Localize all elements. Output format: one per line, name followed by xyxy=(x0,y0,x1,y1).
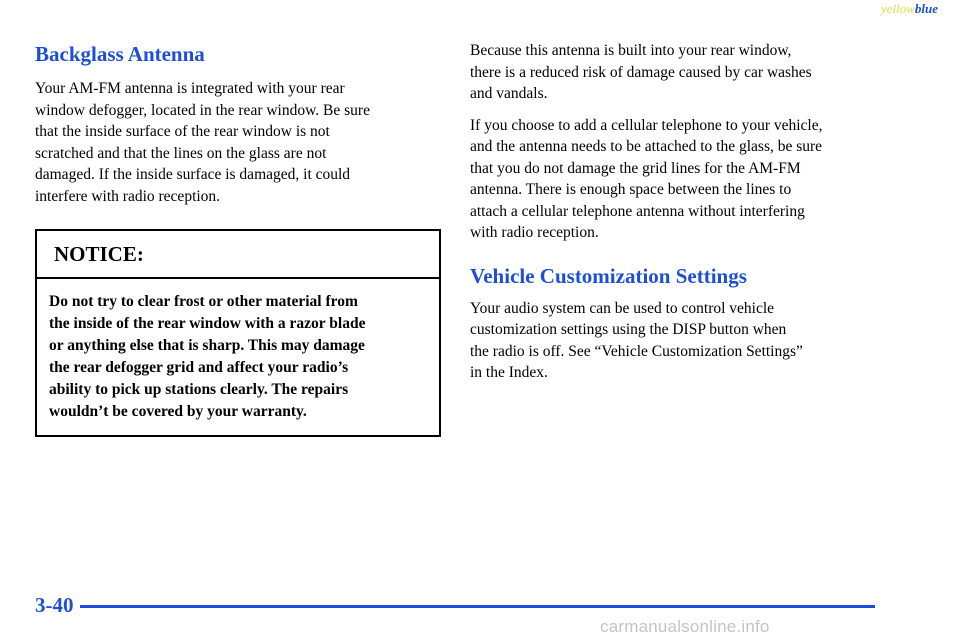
footer-rule xyxy=(80,605,875,608)
notice-box xyxy=(35,229,441,437)
backglass-antenna-heading: Backglass Antenna xyxy=(35,42,205,66)
page-number: 3-40 xyxy=(35,593,74,617)
backglass-antenna-paragraph: Your AM-FM antenna is integrated with your rear window defogger, located in the rear window. Be sure that the inside surface of the rear window is not scratched and that the lines on the glass are not damaged. If the inside surface is damaged, it could interfere with radio reception. xyxy=(35,80,370,205)
notice-title: NOTICE: xyxy=(37,231,439,279)
antenna-paragraph-2: If you choose to add a cellular telephone to your vehicle, and the antenna needs to be attached to the glass, be sure that you do not damage the grid lines for the AM-FM antenna. There is enough space between the lines to attach a cellular telephone antenna without interfering with radio reception. xyxy=(470,116,823,241)
left-column xyxy=(35,40,441,437)
watermark: carmanualsonline.info xyxy=(600,617,770,636)
vehicle-customization-paragraph: Your audio system can be used to control vehicle customization settings using the DISP button when the radio is off. See “Vehicle Customization Settings” in the Index. xyxy=(470,299,803,381)
vehicle-customization-heading: Vehicle Customization Settings xyxy=(470,263,747,288)
right-column xyxy=(470,40,910,384)
antenna-paragraph-1: Because this antenna is built into your rear window, there is a reduced risk of damage caused by car washes and vandals. xyxy=(470,42,812,102)
color-mark-yellow: yellow xyxy=(880,1,915,16)
color-mark xyxy=(881,1,938,17)
notice-body: Do not try to clear frost or other material from the inside of the rear window with a razor blade or anything else that is sharp. This may damage the rear defogger grid and affect your radio’s ability to pick up stations clearly. The repairs wouldn’t be covered by your warranty. xyxy=(49,293,366,420)
color-mark-blue: blue xyxy=(914,1,938,16)
